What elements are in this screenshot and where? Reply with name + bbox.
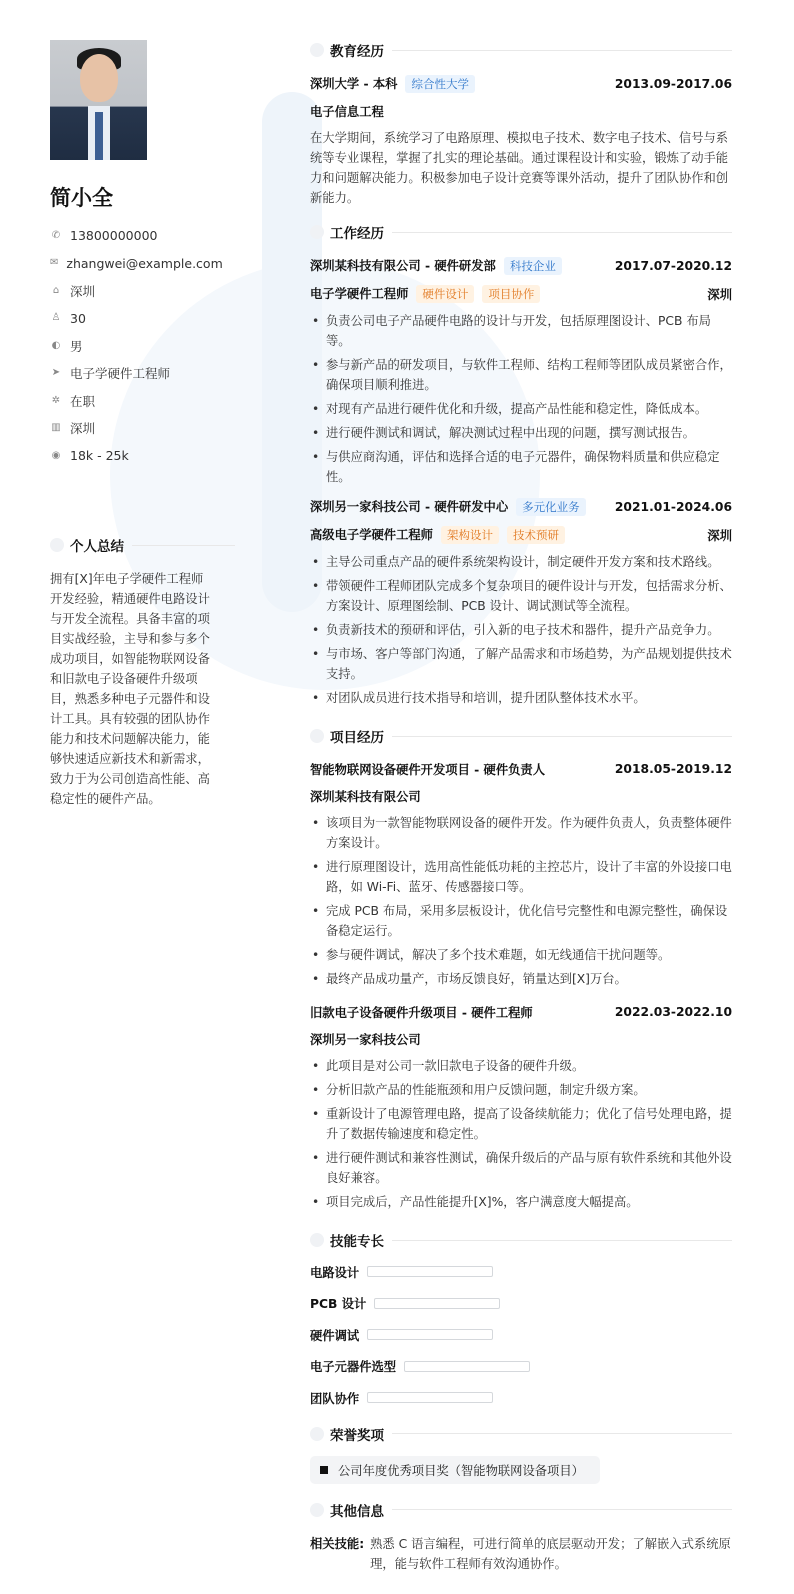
info-value: 30 xyxy=(70,310,86,326)
salary-icon: ◉ xyxy=(51,449,61,461)
section-dot-icon xyxy=(50,538,64,552)
bullet-item: • 此项目是对公司一款旧款电子设备的硬件升级。 xyxy=(310,1056,732,1076)
info-row xyxy=(50,277,215,305)
info-row xyxy=(50,305,215,333)
job-date: 2021.01-2024.06 xyxy=(614,499,732,514)
company-tag: 科技企业 xyxy=(504,257,562,275)
candidate-name: 简小全 xyxy=(50,186,113,210)
info-row xyxy=(50,387,215,415)
summary-text: 拥有[X]年电子学硬件工程师开发经验，精通硬件电路设计与开发全流程。具备丰富的项目实战经验，主导和参与多个成功项目，如智能物联网设备和旧款电子设备硬件升级项目，熟悉多种电子元器件和设计工具。具有较强的团队协作能力和技术问题解决能力，能够快速适应新技术和新需求，致力于为公司创造高性能、高稳定性的硬件产品。 xyxy=(50,572,210,806)
skill-tag: 技术预研 xyxy=(507,526,565,544)
project-entry xyxy=(310,1003,732,1212)
job-role: 高级电子学硬件工程师 xyxy=(310,528,433,542)
divider xyxy=(132,545,235,546)
bullet-item: • 负责公司电子产品硬件电路的设计与开发，包括原理图设计、PCB 布局等。 xyxy=(310,311,732,351)
job-city: 深圳 xyxy=(707,287,732,302)
info-row xyxy=(50,442,215,470)
bullet-item: • 对现有产品进行硬件优化和升级，提高产品性能和稳定性，降低成本。 xyxy=(310,399,732,419)
other-label: 相关技能: xyxy=(310,1536,365,1551)
skill-name: 电子元器件选型 xyxy=(310,1360,397,1375)
job-city: 深圳 xyxy=(707,528,732,543)
section-dot-icon xyxy=(310,1233,324,1247)
project-bullets xyxy=(310,813,732,989)
square-bullet-icon xyxy=(320,1466,328,1474)
education-description: 在大学期间，系统学习了电路原理、模拟电子技术、数字电子技术、信号与系统等专业课程，掌握了扎实的理论基础。通过课程设计和实验，锻炼了动手能力和问题解决能力。积极参加电子设计竞赛等课外活动，提升了团队协作和创新能力。 xyxy=(310,131,729,205)
skill-name: PCB 设计 xyxy=(310,1297,367,1312)
bullet-item: • 与供应商沟通，评估和选择合适的电子元器件，确保物料质量和供应稳定性。 xyxy=(310,447,732,487)
skill-level-bar xyxy=(404,1361,530,1372)
project-entry xyxy=(310,760,732,989)
skill-level-bar xyxy=(367,1266,493,1277)
company-name: 深圳某科技有限公司 - 硬件研发部 xyxy=(310,259,496,273)
bullet-item: • 进行原理图设计，选用高性能低功耗的主控芯片，设计了丰富的外设接口电路，如 Wi-Fi、蓝牙、传感器接口等。 xyxy=(310,857,732,897)
home-icon: ⌂ xyxy=(52,284,60,296)
section-dot-icon xyxy=(310,225,324,239)
honor-item xyxy=(310,1456,600,1484)
honors-section xyxy=(310,1424,732,1484)
job-entry xyxy=(310,256,732,487)
bullet-item: • 该项目为一款智能物联网设备的硬件开发。作为硬件负责人，负责整体硬件方案设计。 xyxy=(310,813,732,853)
summary-title: 个人总结 xyxy=(70,539,124,555)
gender-icon: ◐ xyxy=(51,339,61,351)
work-title: 工作经历 xyxy=(330,226,384,242)
bullet-item: • 参与硬件调试，解决了多个技术难题，如无线通信干扰问题等。 xyxy=(310,945,732,965)
skill-tag: 硬件设计 xyxy=(416,285,474,303)
project-date: 2022.03-2022.10 xyxy=(614,1005,732,1019)
project-date: 2018.05-2019.12 xyxy=(614,762,732,776)
section-dot-icon xyxy=(310,729,324,743)
bullet-item: • 进行硬件测试和调试，解决测试过程中出现的问题，撰写测试报告。 xyxy=(310,423,732,443)
profile-photo xyxy=(50,40,147,160)
company-tag: 多元化业务 xyxy=(516,498,586,516)
other-text: 熟悉 C 语言编程，可进行简单的底层驱动开发；了解嵌入式系统原理，能与软件工程师有效沟通协作。 xyxy=(370,1536,731,1571)
info-value: 13800000000 xyxy=(70,228,158,244)
left-column xyxy=(50,40,223,470)
section-dot-icon xyxy=(310,43,324,57)
city-icon: ▥ xyxy=(51,422,61,434)
skill-tag: 项目协作 xyxy=(482,285,540,303)
summary-section-title xyxy=(50,535,235,555)
job-bullets xyxy=(310,552,732,708)
major: 电子信息工程 xyxy=(310,105,384,119)
info-value: 在职 xyxy=(70,393,96,409)
skill-row xyxy=(310,1256,732,1288)
skill-level-bar xyxy=(367,1329,493,1340)
project-company: 深圳另一家科技公司 xyxy=(310,1033,421,1047)
right-column xyxy=(310,40,732,1584)
bullet-item: • 带领硬件工程师团队完成多个复杂项目的硬件设计与开发，包括需求分析、方案设计、原理图绘制、PCB 设计、调试测试等全流程。 xyxy=(310,576,732,616)
honors-title: 荣誉奖项 xyxy=(330,1427,384,1444)
info-value: 18k - 25k xyxy=(70,448,129,464)
skill-name: 电路设计 xyxy=(310,1265,360,1280)
school-tag: 综合性大学 xyxy=(405,75,475,93)
info-value: 深圳 xyxy=(70,421,96,437)
education-section xyxy=(310,40,732,208)
honor-text: 公司年度优秀项目奖（智能物联网设备项目） xyxy=(338,1463,584,1478)
job-role: 电子学硬件工程师 xyxy=(310,287,409,301)
skill-tag: 架构设计 xyxy=(441,526,499,544)
project-company: 深圳某科技有限公司 xyxy=(310,790,421,804)
skill-row xyxy=(310,1319,732,1351)
job-bullets xyxy=(310,311,732,487)
other-section xyxy=(310,1500,732,1574)
divider xyxy=(392,1433,732,1434)
skill-level-bar xyxy=(367,1392,493,1403)
email-icon: ✉ xyxy=(50,257,59,269)
project-bullets xyxy=(310,1056,732,1212)
education-date: 2013.09-2017.06 xyxy=(614,76,732,91)
bullet-item: • 主导公司重点产品的硬件系统架构设计，制定硬件开发方案和技术路线。 xyxy=(310,552,732,572)
info-row xyxy=(50,222,215,250)
skill-row xyxy=(310,1288,732,1320)
projects-section xyxy=(310,726,732,1212)
info-row xyxy=(50,360,215,388)
status-icon: ✲ xyxy=(51,394,61,406)
bullet-item: • 参与新产品的研发项目，与软件工程师、结构工程师等团队成员紧密合作，确保项目顺利推进。 xyxy=(310,355,732,395)
education-title: 教育经历 xyxy=(330,44,384,60)
info-row xyxy=(50,415,215,443)
bullet-item: • 进行硬件测试和兼容性测试，确保升级后的产品与原有软件系统和其他外设良好兼容。 xyxy=(310,1148,732,1188)
bullet-item: • 分析旧款产品的性能瓶颈和用户反馈问题，制定升级方案。 xyxy=(310,1080,732,1100)
section-dot-icon xyxy=(310,1503,324,1517)
bullet-item: • 对团队成员进行技术指导和培训，提升团队整体技术水平。 xyxy=(310,688,732,708)
skill-name: 硬件调试 xyxy=(310,1328,360,1343)
info-value: zhangwei@example.com xyxy=(66,255,223,271)
bullet-item: • 重新设计了电源管理电路，提高了设备续航能力；优化了信号处理电路，提升了数据传输速度和稳定性。 xyxy=(310,1104,732,1144)
skill-name: 团队协作 xyxy=(310,1391,360,1406)
section-dot-icon xyxy=(310,1427,324,1441)
info-row xyxy=(50,250,223,278)
company-name: 深圳另一家科技公司 - 硬件研发中心 xyxy=(310,500,509,514)
skill-level-bar xyxy=(374,1298,500,1309)
divider xyxy=(392,736,732,737)
skills-title: 技能专长 xyxy=(330,1234,384,1250)
other-title: 其他信息 xyxy=(330,1503,384,1520)
job-entry xyxy=(310,497,732,708)
job-icon: ➤ xyxy=(51,367,61,379)
phone-icon: ✆ xyxy=(51,229,61,241)
divider xyxy=(392,1240,732,1241)
skill-row xyxy=(310,1351,732,1383)
other-info-row xyxy=(310,1534,732,1574)
job-date: 2017.07-2020.12 xyxy=(614,258,732,273)
bullet-item: • 项目完成后，产品性能提升[X]%，客户满意度大幅提高。 xyxy=(310,1192,732,1212)
divider xyxy=(392,50,732,51)
bullet-item: • 负责新技术的预研和评估，引入新的电子技术和器件，提升产品竞争力。 xyxy=(310,620,732,640)
bullet-item: • 最终产品成功量产，市场反馈良好，销量达到[X]万台。 xyxy=(310,969,732,989)
skill-row xyxy=(310,1382,732,1414)
projects-title: 项目经历 xyxy=(330,730,384,746)
info-value: 男 xyxy=(70,338,83,354)
school-name: 深圳大学 - 本科 xyxy=(310,77,398,91)
info-row xyxy=(50,332,215,360)
divider xyxy=(392,232,732,233)
bullet-item: • 与市场、客户等部门沟通，了解产品需求和市场趋势，为产品规划提供技术支持。 xyxy=(310,644,732,684)
skills-section xyxy=(310,1230,732,1414)
age-icon: ♙ xyxy=(51,312,61,324)
divider xyxy=(392,1509,732,1510)
work-section xyxy=(310,222,732,708)
project-name: 智能物联网设备硬件开发项目 - 硬件负责人 xyxy=(310,763,546,777)
info-value: 深圳 xyxy=(70,283,96,299)
info-value: 电子学硬件工程师 xyxy=(70,366,171,382)
bullet-item: • 完成 PCB 布局，采用多层板设计，优化信号完整性和电源完整性，确保设备稳定运行。 xyxy=(310,901,732,941)
project-name: 旧款电子设备硬件升级项目 - 硬件工程师 xyxy=(310,1006,533,1020)
contact-info-list xyxy=(50,222,223,470)
